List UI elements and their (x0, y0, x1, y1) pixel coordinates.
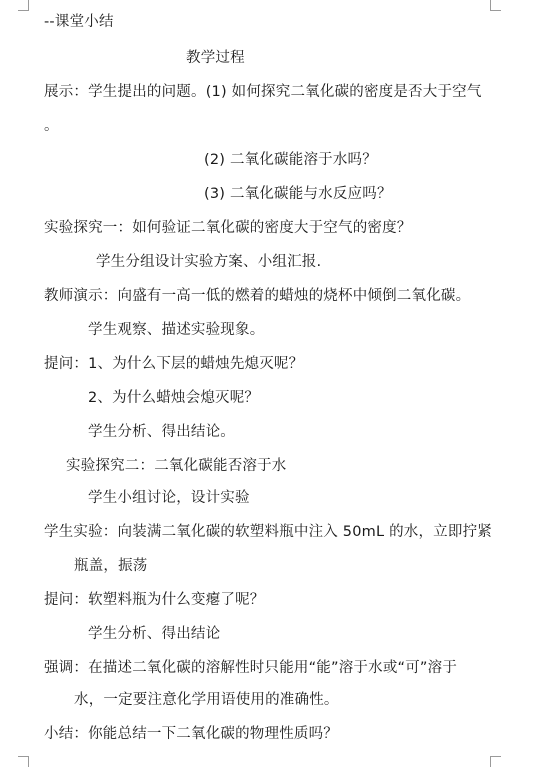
heading-class-summary: --课堂小结 (44, 14, 114, 30)
paragraph-line: 展示：学生提出的问题。(1) 如何探究二氧化碳的密度是否大于空气 (44, 84, 482, 100)
page-corner-mark (490, 0, 501, 11)
section-title: 教学过程 (186, 50, 245, 66)
paragraph-line: 强调：在描述二氧化碳的溶解性时只能用“能”溶于水或“可”溶于 (44, 660, 458, 676)
page-corner-mark (18, 756, 29, 767)
paragraph-line: (3) 二氧化碳能与水反应吗？ (204, 186, 392, 202)
paragraph-line: 学生分析、得出结论 (88, 626, 221, 642)
page-corner-mark (18, 0, 29, 11)
paragraph-line: (2) 二氧化碳能溶于水吗？ (204, 152, 377, 168)
paragraph-line: 。 (44, 118, 59, 134)
paragraph-line: 实验探究一：如何验证二氧化碳的密度大于空气的密度？ (44, 220, 412, 236)
paragraph-line: 瓶盖，振荡 (74, 558, 148, 574)
paragraph-line: 提问：1、为什么下层的蜡烛先熄灭呢？ (44, 356, 304, 372)
paragraph-line: 小结：你能总结一下二氧化碳的物理性质吗？ (44, 726, 338, 742)
paragraph-line: 教师演示：向盛有一高一低的燃着的蜡烛的烧杯中倾倒二氧化碳。 (44, 288, 471, 304)
paragraph-line: 实验探究二：二氧化碳能否溶于水 (66, 458, 287, 474)
paragraph-line: 学生分组设计实验方案、小组汇报. (96, 254, 322, 270)
paragraph-line: 学生观察、描述实验现象。 (88, 322, 265, 338)
paragraph-line: 学生分析、得出结论。 (88, 424, 235, 440)
paragraph-line: 学生小组讨论，设计实验 (88, 490, 250, 506)
page-corner-mark (490, 756, 501, 767)
paragraph-line: 水，一定要注意化学用语使用的准确性。 (74, 692, 339, 708)
paragraph-line: 提问：软塑料瓶为什么变瘪了呢？ (44, 592, 265, 608)
paragraph-line: 2、为什么蜡烛会熄灭呢？ (88, 390, 260, 406)
paragraph-line: 学生实验：向装满二氧化碳的软塑料瓶中注入 50mL 的水，立即拧紧 (44, 524, 492, 540)
